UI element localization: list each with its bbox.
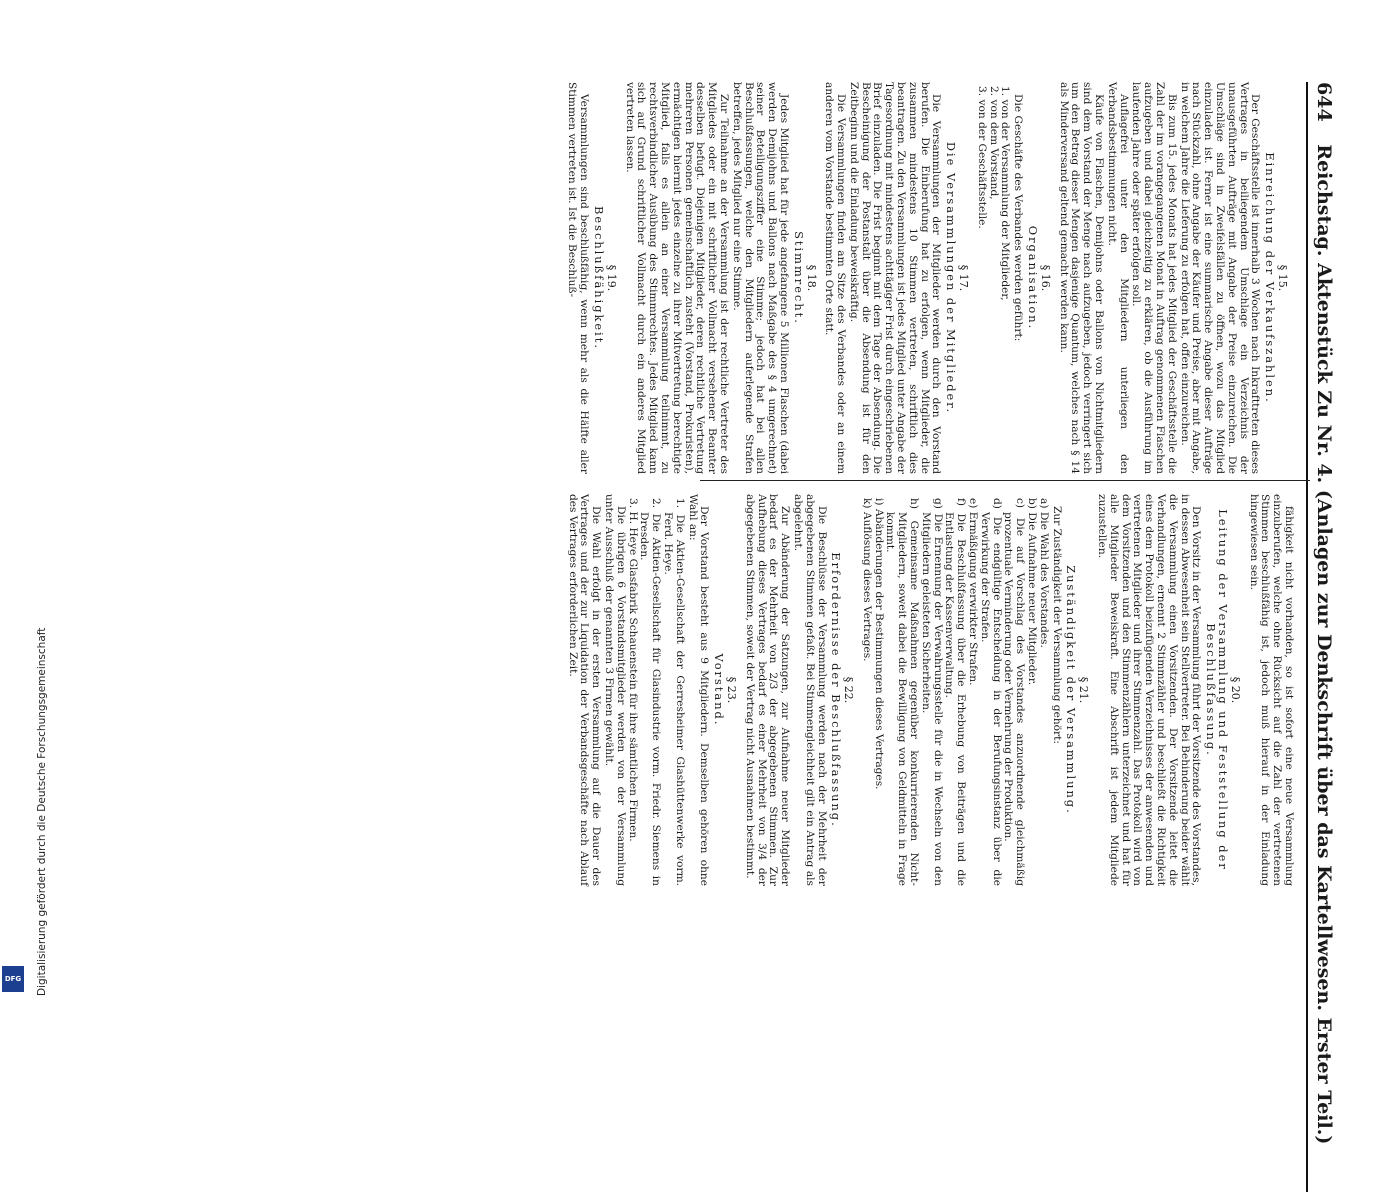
- list-item: k) Auflösung dieses Vertrages.: [860, 498, 873, 662]
- section-number: § 22.: [842, 676, 856, 704]
- section-title: Leitung der Versammlung und Feststellung der Beschlußfassung.: [1204, 509, 1231, 871]
- paragraph: Zur Teilnahme an der Versammlung ist der rechtliche Vertreter des Mitgliedes oder ein mit schriftlicher Vollmacht versehener Beamter desselben befugt. Diejenigen Mitglieder, deren rechtliche Vertretung mehreren Personen gemeinschaftlich zusteht (Vorstand, Prokuristen), ermächtigen hiermit jedes einzelne zu ihrer Mitvertretung berechtigte Mitglied, falls es allein an einer Versammlung teilnimmt, zu rechtsverbindlicher Ausübung des Stimmrechtes. Jedes Mitglied kann sich auf Grund schriftlicher Vollmacht durch ein anderes Mitglied vertreten lassen.: [623, 82, 730, 474]
- list-item: i) Abänderungen der Bestimmungen dieses Vertrages.: [872, 498, 885, 790]
- section-number: § 17.: [957, 264, 971, 292]
- page-header: [1308, 82, 1340, 1192]
- paragraph: Zur Zuständigkeit der Versammlung gehört:: [1050, 506, 1063, 744]
- list-item: d) Die endgültige Entscheidung in der Berufungsinstanz über die Verwirkung der Strafen.: [978, 498, 1003, 886]
- list-item: 1. von der Versammlung der Mitglieder,: [999, 86, 1012, 301]
- list-item: b) Die Aufnahme neuer Mitglieder.: [1026, 498, 1039, 686]
- paragraph: Der Vorstand besteht aus 9 Mitgliedern. Demselben gehören ohne Wahl an:: [686, 494, 711, 886]
- paragraph: Die Wahl erfolgt in der ersten Versammlung auf die Dauer des Vertrages und der zur Liquidation der Verbandsgeschäfte nach Ablauf des Vertrages erforderlichen Zeit.: [566, 494, 603, 886]
- list-item: h) Gemeinsame Maßnahmen gegenüber konkurrierenden Nicht-Mitgliedern, soweit dabei die Bewilligung von Geldmitteln in Frage kommt.: [884, 498, 921, 886]
- credit-text: Digitalisierung gefördert durch die Deutsche Forschungsgemeinschaft: [36, 627, 48, 996]
- section-title: Erfordernisse der Beschlußfassung.: [829, 552, 844, 828]
- section-number: § 20.: [1228, 676, 1242, 704]
- section-title: Organisation.: [1026, 225, 1041, 331]
- paragraph: Jedes Mitglied hat für jede angefangene 5 Millionen Flaschen (dabei werden Demijohns und Ballons nach Maßgabe des § 4 umgerechnet) seiner Beteiligungsziffer eine Stimme; jedoch hat bei allen Beschlußfassungen, welche den Mitgliedern auferlegende Strafen betreffen, jedes Mitglied nur eine Stimme.: [730, 82, 790, 474]
- paragraph: Der Geschäftsstelle ist innerhalb 3 Wochen nach Inkrafttreten dieses Vertrages in beiliegendem Umschlage ein Verzeichnis der unausgeführten Aufträge mit Angabe der Preise einzureichen. Die Umschläge sind in Zweifelsfällen zu öffnen, wozu das Mitglied einzuladen ist. Ferner ist eine summarische Angabe dieser Aufträge nach Stückzahl, ohne Angabe der Käufer und Preise, aber mit Angabe, in welchem Jahre die Lieferung zu erfolgen hat, offen einzureichen.: [1178, 82, 1262, 474]
- list-item: 2. von dem Vorstand,: [987, 86, 1000, 200]
- paragraph: Die Versammlungen finden am Sitze des Verbandes oder an einem anderen vom Vorstande bestimmten Orte statt.: [823, 82, 848, 474]
- section-title: Beschlußfähigkeit.: [591, 205, 606, 351]
- paragraph: fähigkeit nicht vorhanden, so ist sofort eine neue Versammlung einzuberufen, welche ohne Rücksicht auf die Zahl der vertretenen Stimmen beschlußfähig ist, jedoch muß hierauf in der Einladung hingewiesen sein.: [1247, 494, 1295, 886]
- section-number: § 16.: [1038, 264, 1052, 292]
- section-title: Einreichung der Verkaufszahlen.: [1263, 152, 1278, 404]
- paragraph: Den Vorsitz in der Versammlung führt der Vorsitzende des Vorstandes, in dessen Abwesenheit sein Stellvertreter. Bei Behinderung beider wählt die Versammlung einen Vorsitzenden. Der Vorsitzende leitet die Verhandlungen, ernennt 2 Stimmzähler und beschließt die Richtigkeit eines dem Protokoll beizufügenden Verzeichnisses der anwesenden und vertretenen Mitglieder und ihrer Stimmenzahl. Das Protokoll wird von dem Vorsitzenden und den Stimmenzählern unterzeichnet und hat für alle Mitglieder Beweiskraft. Eine Abschrift ist jedem Mitgliede zuzustellen.: [1096, 494, 1203, 886]
- paragraph: Käufe von Flaschen, Demijohns oder Ballons von Nichtmitgliedern sind dem Vorstand der Menge nach aufzugeben, jedoch verringert sich um den Betrag dieser Mengen dasjenige Quantum, welches nach § 14 als Minderversand geltend gemacht werden kann.: [1057, 82, 1106, 474]
- list-item: a) Die Wahl des Vorstandes.: [1037, 498, 1050, 648]
- list-item: 1. Die Aktien-Gesellschaft der Gerresheimer Glashüttenwerke vorm. Ferd. Heye.: [661, 498, 686, 886]
- header-rule: [1306, 82, 1308, 1192]
- section-number: § 15.: [1276, 264, 1289, 292]
- section-number: § 23.: [724, 676, 738, 704]
- paragraph: Versammlungen sind beschlußfähig, wenn mehr als die Hälfte aller Stimmen vertreten ist. Ist die Beschluß-: [566, 82, 591, 474]
- section-title: Zuständigkeit der Versammlung.: [1064, 565, 1079, 815]
- paragraph: Die Versammlungen der Mitglieder werden durch den Vorstand berufen. Die Einberufung hat zu erfolgen, wenn Mitglieder, die zusammen mindestens 10 Stimmen vertreten, schriftlich dies beantragen. Zu den Versammlungen ist jedes Mitglied unter Angabe der Tagesordnung mit mindestens achttägiger Frist durch eingeschriebenen Brief einzuladen. Die Frist beginnt mit dem Tage der Absendung. Die Bescheinigung der Postanstalt über die Absendung ist für den Zeitbeginn und die Einladung beweiskräftig.: [847, 82, 943, 474]
- paragraph: Die Beschlüsse der Versammlung werden nach der Mehrheit der abgegebenen Stimmen gefaßt. Bei Stimmengleichheit gilt ein Antrag als abgelehnt.: [791, 494, 828, 886]
- section-number: § 18.: [804, 264, 818, 292]
- list-item: 3. H. Heye Glasfabrik Schauenstein für ihre sämtlichen Firmen.: [626, 498, 639, 842]
- paragraph: Die übrigen 6 Vorstandsmitglieder werden von der Versammlung unter Ausschluß der genannten 3 Firmen gewählt.: [602, 494, 627, 886]
- section-number: § 19.: [604, 264, 618, 292]
- left-column: [566, 82, 1294, 474]
- list-item: 3. von der Geschäftsstelle.: [975, 86, 988, 229]
- rotated-page-content: [30, 0, 1350, 1145]
- list-item: f) Die Beschlußfassung über die Erhebung von Beiträgen und die Entlastung der Kassenverwaltung.: [943, 498, 968, 886]
- right-column: [566, 494, 1295, 886]
- section-title: Stimmrecht.: [791, 231, 806, 325]
- list-item: g) Die Ernennung der Verwahrungsstelle für die in Wechseln von den Mitgliedern geleisteten Sicherheiten.: [919, 498, 944, 886]
- paragraph: Zur Abänderung der Satzungen, zur Aufnahme neuer Mitglieder bedarf es der Mehrheit von 2/3 der abgegebenen Stimmen. Zur Aufhebung dieses Vertrages bedarf es einer Mehrheit von 3/4 der abgegebenen Stimmen, soweit der Vertrag nicht Ausnahmen bestimmt.: [743, 494, 792, 886]
- paragraph: Bis zum 15. jedes Monats hat jedes Mitglied der Geschäftsstelle die Zahl der im vorangegangenen Monat in Auftrag genommenen Flaschen aufzugeben und dabei gleichzeitig zu erklären, ob die Ausführung im laufenden Jahre oder später erfolgen soll.: [1130, 82, 1178, 474]
- column-divider: [700, 480, 1310, 481]
- section-number: § 21.: [1077, 676, 1091, 704]
- list-item: e) Ermäßigung verwirkter Strafen.: [967, 498, 980, 686]
- page-number: 644: [1313, 82, 1335, 122]
- list-item: 2. Die Aktien-Gesellschaft für Glasindustrie vorm. Friedr. Siemens in Dresden.: [638, 498, 663, 886]
- dfg-logo: DFG: [2, 966, 24, 992]
- paragraph: Die Geschäfte des Verbandes werden geführt:: [1012, 94, 1025, 342]
- section-title: Vorstand.: [712, 653, 727, 727]
- page-title: Reichstag. Aktenstück Zu Nr. 4. (Anlagen zur Denkschrift über das Kartellwesen. Erster Teil.): [1313, 144, 1335, 1145]
- paragraph: Auflagefrei unter den Mitgliedern unterliegen den Verbandsbestimmungen nicht.: [1105, 82, 1130, 474]
- section-title: Die Versammlungen der Mitglieder.: [944, 141, 959, 415]
- list-item: c) Die auf Vorschlag des Vorstandes anzuordnende gleichmäßig prozentuale Verminderung oder Vermehrung der Produktion.: [1002, 498, 1027, 886]
